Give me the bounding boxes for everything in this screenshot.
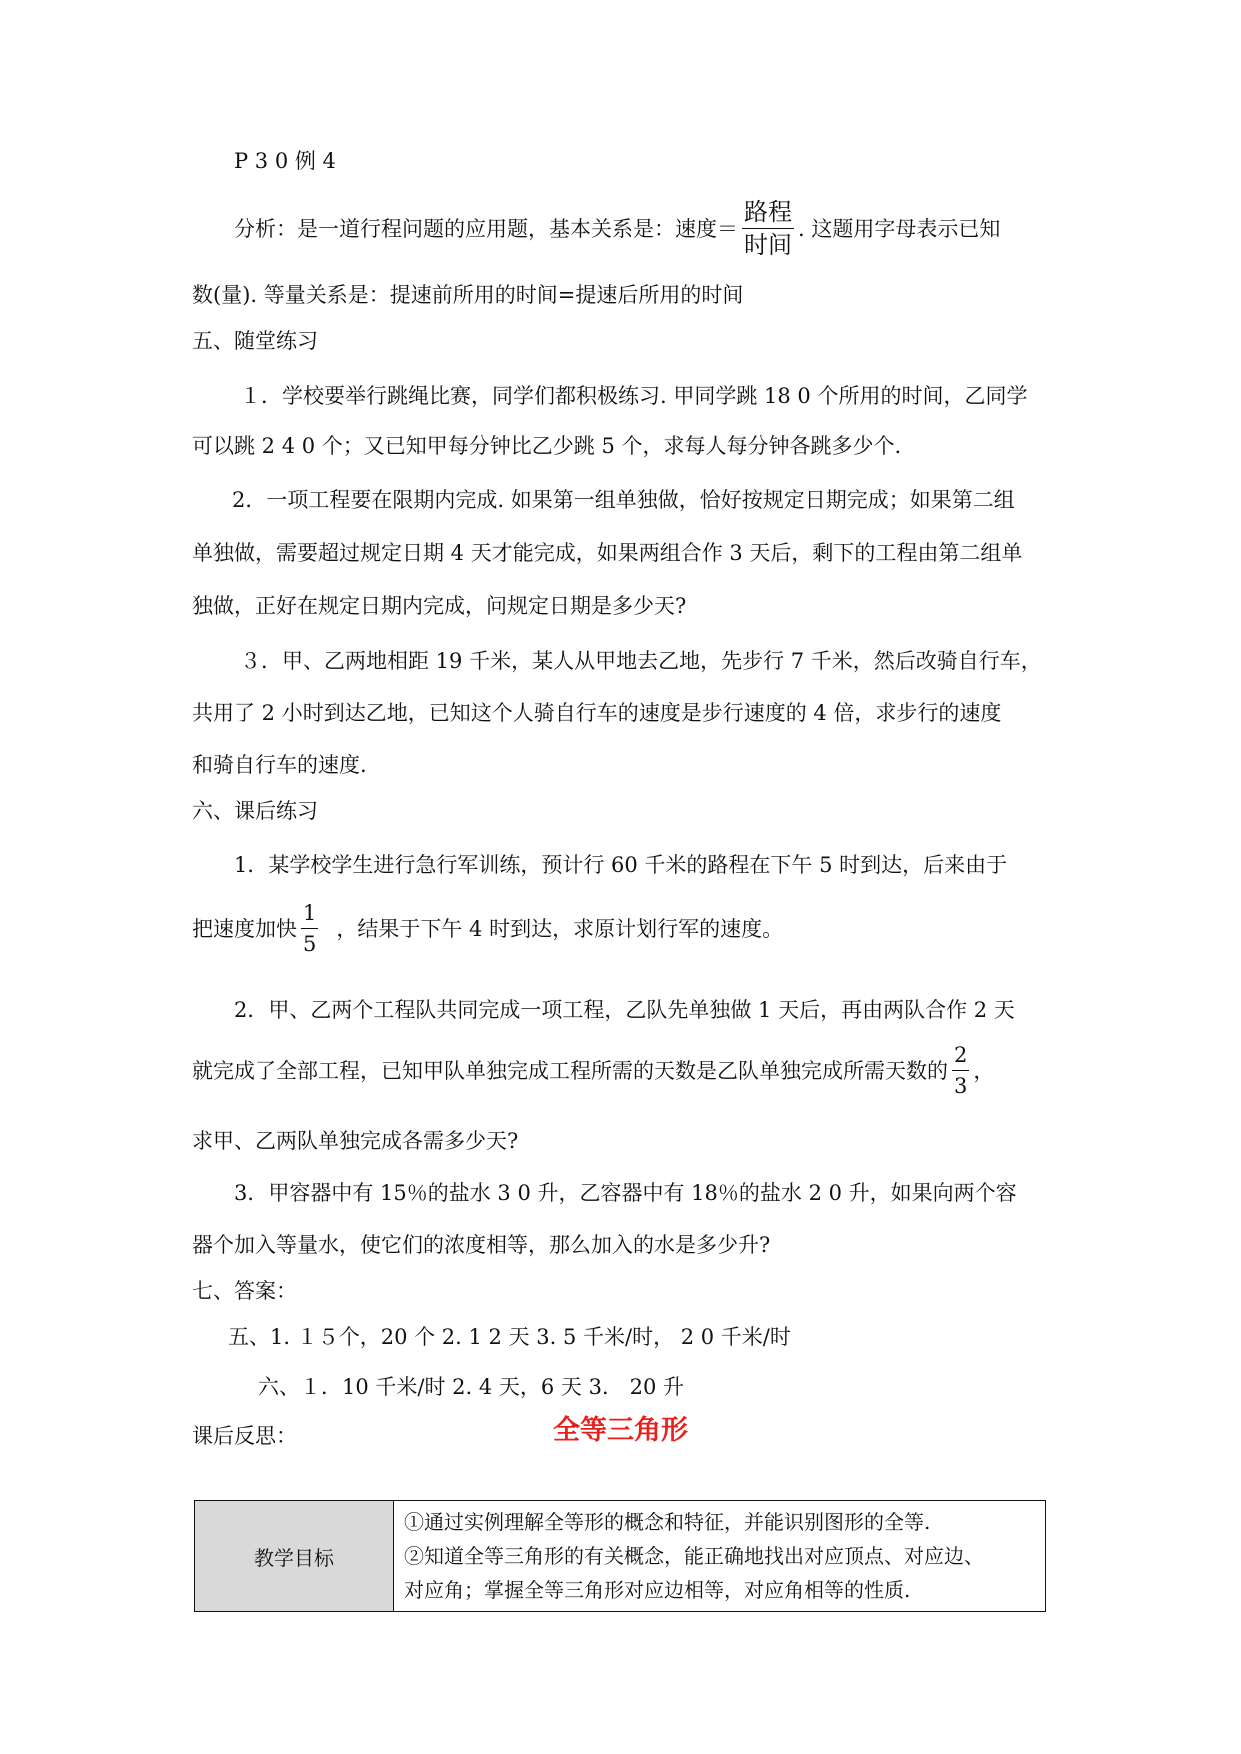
- goal-table-header: 教学目标: [195, 1501, 394, 1612]
- s6-q2-line-2: [192, 1042, 994, 1103]
- fraction-numerator: 1: [301, 898, 318, 929]
- example-reference: P 3 0 例 4: [234, 149, 336, 173]
- s6-q1-line-2: [192, 900, 783, 961]
- document-title: 全等三角形: [553, 1415, 688, 1446]
- answers-section6: 六、１．10 千米/时 2. 4 天，6 天 3． 20 升: [258, 1375, 685, 1399]
- analysis-suffix: . 这题用字母表示已知: [798, 217, 1001, 241]
- goal-table-content: [394, 1501, 1046, 1612]
- s6-q2-prefix: 就完成了全部工程，已知甲队单独完成工程所需的天数是乙队单独完成所需天数的: [192, 1059, 948, 1083]
- s6-q2-line-3: 求甲、乙两队单独完成各需多少天?: [192, 1129, 519, 1153]
- fraction-numerator: 路程: [742, 196, 794, 229]
- table-row: [195, 1501, 1046, 1612]
- s5-q1-line-1: １．学校要举行跳绳比赛，同学们都积极练习. 甲同学跳 18 0 个所用的时间，乙同学: [240, 384, 1028, 408]
- answers-section5: 五、1. １５个，20 个 2. 1 2 天 3. 5 千米/时， 2 0 千米/时: [228, 1325, 791, 1349]
- goal-line-1: ①通过实例理解全等形的概念和特征，并能识别图形的全等.: [404, 1510, 931, 1534]
- speed-fraction: [742, 196, 794, 261]
- goal-line-2: ②知道全等三角形的有关概念，能正确地找出对应顶点、对应边、: [404, 1544, 984, 1568]
- section5-heading: 五、随堂练习: [192, 329, 318, 353]
- fraction-denominator: 3: [954, 1074, 968, 1098]
- s6-q1-line-1: 1．某学校学生进行急行军训练，预计行 60 千米的路程在下午 5 时到达，后来由于: [234, 853, 1008, 877]
- s5-q3-line-2: 共用了 2 小时到达乙地，已知这个人骑自行车的速度是步行速度的 4 倍，求步行的速度: [192, 701, 1002, 725]
- s5-q3-line-1: ３．甲、乙两地相距 19 千米，某人从甲地去乙地，先步行 7 千米，然后改骑自行车，: [240, 649, 1042, 673]
- analysis-line-2: 数(量). 等量关系是：提速前所用的时间=提速后所用的时间: [192, 283, 744, 307]
- fraction-denominator: 时间: [744, 231, 792, 259]
- s6-q3-line-1: 3．甲容器中有 15％的盐水 3 0 升，乙容器中有 18％的盐水 2 0 升，如果向两个容: [234, 1181, 1017, 1205]
- section6-heading: 六、课后练习: [192, 799, 318, 823]
- one-fifth-fraction: [301, 898, 318, 959]
- goal-line-3: 对应角；掌握全等三角形对应边相等，对应角相等的性质.: [404, 1578, 911, 1602]
- two-thirds-fraction: [952, 1040, 969, 1101]
- s6-q2-suffix: ，: [973, 1059, 995, 1083]
- s5-q2-line-2: 单独做，需要超过规定日期 4 天才能完成，如果两组合作 3 天后，剩下的工程由第二组单: [192, 541, 1023, 565]
- section7-heading: 七、答案：: [192, 1279, 297, 1303]
- after-class-reflection: 课后反思：: [192, 1424, 297, 1448]
- s6-q1-suffix: ，结果于下午 4 时到达，求原计划行军的速度。: [336, 917, 784, 941]
- analysis-prefix: 分析：是一道行程问题的应用题，基本关系是：速度＝: [234, 217, 738, 241]
- s5-q2-line-1: 2．一项工程要在限期内完成. 如果第一组单独做，恰好按规定日期完成；如果第二组: [232, 488, 1015, 512]
- s6-q1-prefix: 把速度加快: [192, 917, 297, 941]
- fraction-numerator: 2: [952, 1040, 969, 1071]
- s5-q2-line-3: 独做，正好在规定日期内完成，问规定日期是多少天?: [192, 594, 687, 618]
- s5-q3-line-3: 和骑自行车的速度.: [192, 753, 367, 777]
- teaching-goal-table: [194, 1500, 1046, 1612]
- fraction-denominator: 5: [303, 932, 317, 956]
- s6-q2-line-1: 2．甲、乙两个工程队共同完成一项工程，乙队先单独做 1 天后，再由两队合作 2 天: [234, 998, 1015, 1022]
- s5-q1-line-2: 可以跳 2 4 0 个；又已知甲每分钟比乙少跳 5 个，求每人每分钟各跳多少个.: [192, 434, 902, 458]
- s6-q3-line-2: 器个加入等量水，使它们的浓度相等，那么加入的水是多少升?: [192, 1233, 771, 1257]
- analysis-line-1: [234, 198, 1000, 263]
